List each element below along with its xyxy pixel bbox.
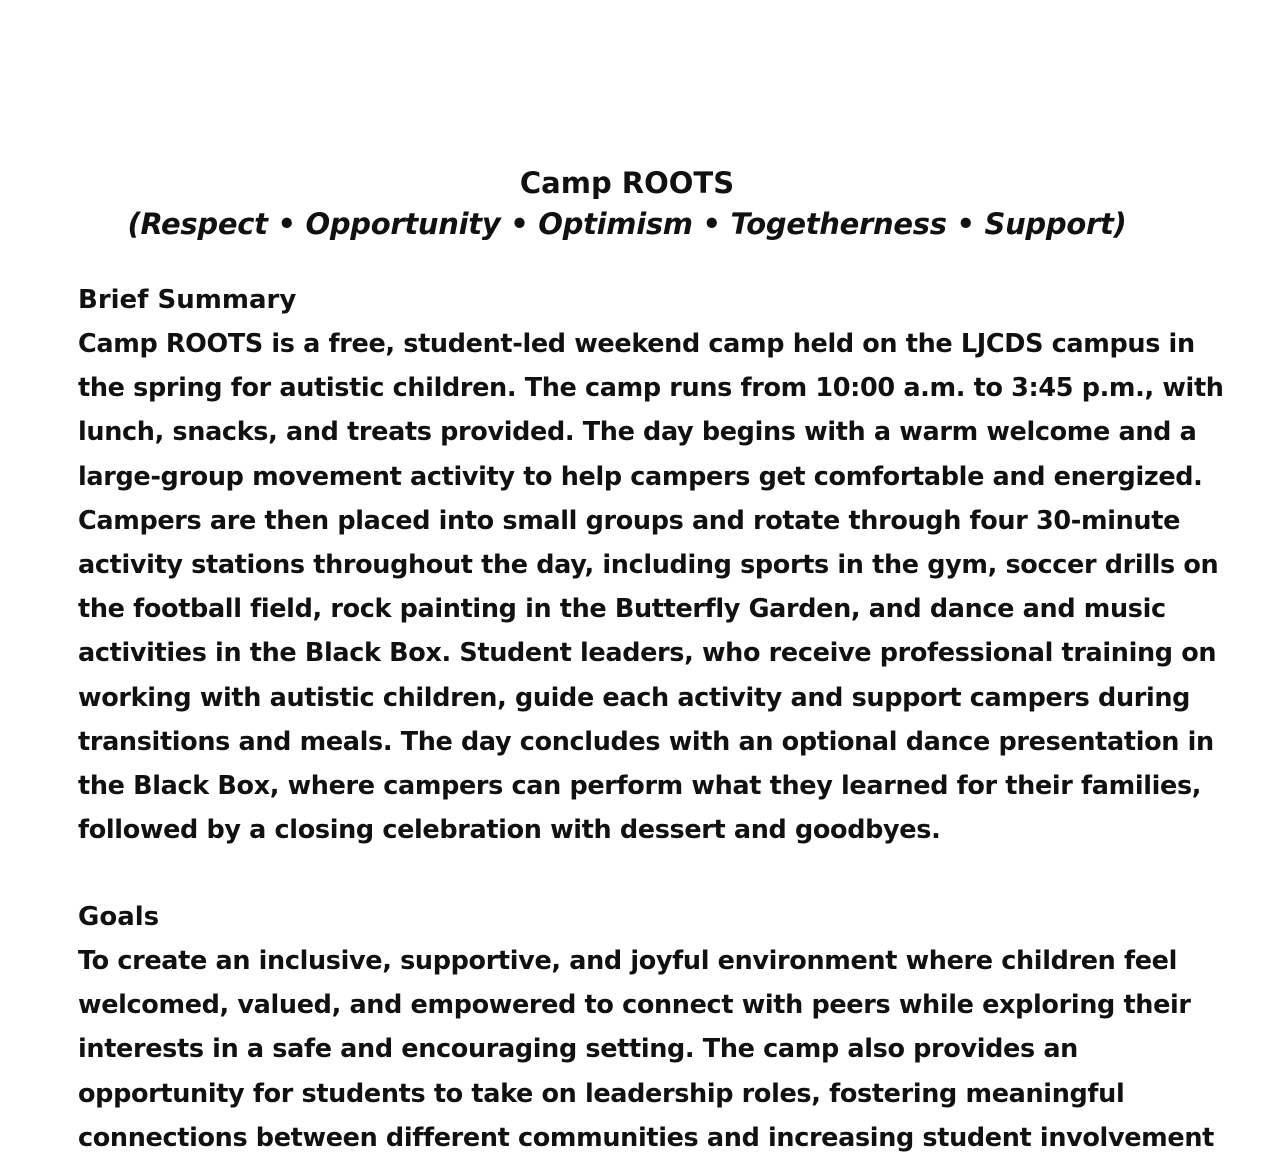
paragraph-line: Campers are then placed into small groups and rotate through four 30-minute [78, 505, 1181, 536]
paragraph-line: To create an inclusive, supportive, and joyful environment where children feel [78, 946, 1178, 976]
paragraph-line: large-group movement activity to help campers get comfortable and energized. [78, 461, 1203, 492]
paragraph-line: opportunity for students to take on leadership roles, fostering meaningful [78, 1078, 1125, 1109]
document-title: Camp ROOTS [519, 166, 735, 200]
paragraph-line: Camp ROOTS is a free, student-led weekend camp held on the LJCDS campus in [78, 329, 1195, 359]
paragraph-line: transitions and meals. The day concludes with an optional dance presentation in [78, 726, 1214, 757]
paragraph-line: lunch, snacks, and treats provided. The day begins with a warm welcome and a [78, 417, 1197, 448]
paragraph-line: the football field, rock painting in the Butterfly Garden, and dance and music [78, 594, 1166, 625]
document-subtitle: (Respect • Opportunity • Optimism • Togetherness • Support) [127, 207, 1127, 241]
paragraph-line: followed by a closing celebration with dessert and goodbyes. [78, 815, 941, 846]
paragraph-line: welcomed, valued, and empowered to connect with peers while exploring their [78, 990, 1191, 1021]
paragraph-line: the spring for autistic children. The camp runs from 10:00 a.m. to 3:45 p.m., with [78, 373, 1224, 404]
paragraph-line: activity stations throughout the day, including sports in the gym, soccer drills on [78, 550, 1219, 581]
paragraph-line: connections between different communities and increasing student involvement [78, 1122, 1214, 1153]
brief-summary-section [78, 278, 1224, 852]
brief-summary-heading: Brief Summary [78, 285, 297, 315]
goals-paragraph [78, 939, 1214, 1160]
paragraph-line: the Black Box, where campers can perform what they learned for their families, [78, 771, 1202, 802]
goals-section [78, 895, 1214, 1160]
goals-heading: Goals [78, 902, 160, 932]
brief-summary-paragraph [78, 322, 1224, 852]
paragraph-line: working with autistic children, guide each activity and support campers during [78, 682, 1191, 713]
paragraph-line: activities in the Black Box. Student leaders, who receive professional training on [78, 638, 1217, 669]
paragraph-line: interests in a safe and encouraging setting. The camp also provides an [78, 1034, 1078, 1065]
